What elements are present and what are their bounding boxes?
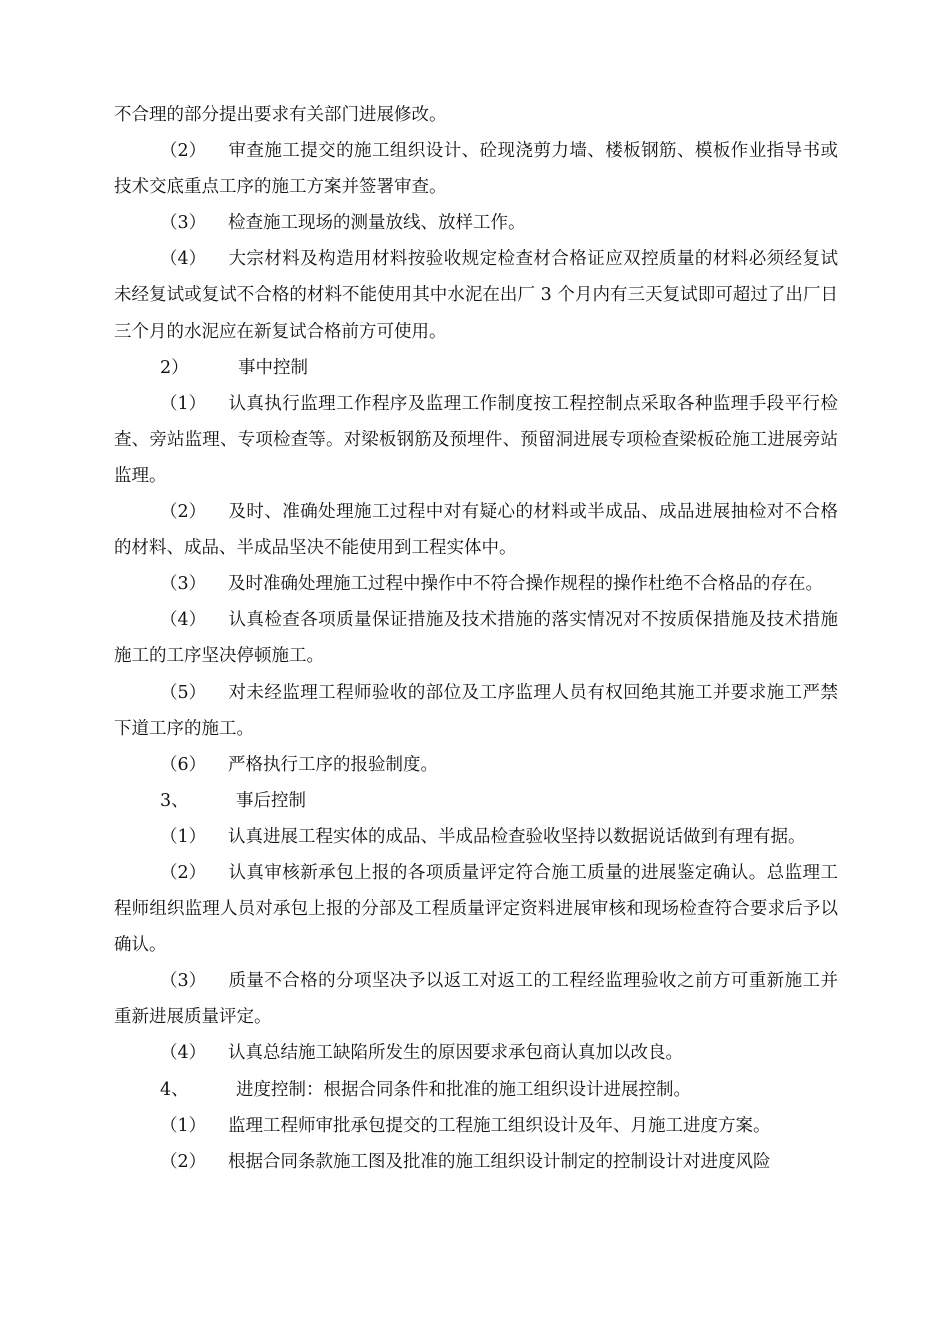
section-heading [114, 350, 838, 386]
paragraph-text: 认真进展工程实体的成品、半成品检查验收坚持以数据说话做到有理有据。 [228, 826, 806, 847]
item-marker: （3） [160, 213, 207, 234]
paragraph-text: 质量不合格的分项坚决予以返工对返工的工程经监理验收之前方可重新施工并重新进展质量评定。 [114, 971, 838, 1028]
paragraph-text: 对未经监理工程师验收的部位及工序监理人员有权回绝其施工并要求施工严禁下道工序的施工。 [114, 682, 838, 739]
item-marker: （6） [160, 754, 207, 775]
paragraph-text: 监理工程师审批承包提交的工程施工组织设计及年、月施工进度方案。 [228, 1115, 771, 1136]
section-marker: 2） [160, 357, 189, 378]
paragraph [114, 1108, 838, 1144]
section-title: 事中控制 [238, 357, 308, 378]
item-marker: （2） [160, 1151, 207, 1172]
paragraph [114, 963, 838, 1035]
paragraph [114, 386, 838, 494]
section-marker: 4、 [160, 1079, 189, 1100]
item-marker: （5） [160, 682, 207, 703]
item-marker: （3） [160, 574, 207, 595]
paragraph-text: 认真总结施工缺陷所发生的原因要求承包商认真加以改良。 [228, 1043, 683, 1064]
paragraph-text: 大宗材料及构造用材料按验收规定检查材合格证应双控质量的材料必须经复试未经复试或复试不合格的材料不能使用其中水泥在出厂 3 个月内有三天复试即可超过了出厂日三个月的水泥应在新复试合格前方可使用。 [114, 249, 838, 342]
paragraph [114, 566, 838, 602]
paragraph-text: 不合理的部分提出要求有关部门进展修改。 [114, 105, 447, 125]
document-body [114, 97, 838, 1180]
item-marker: （1） [160, 393, 207, 414]
paragraph [114, 205, 838, 241]
paragraph-text: 审查施工提交的施工组织设计、砼现浇剪力墙、楼板钢筋、模板作业指导书或技术交底重点工序的施工方案并签署审查。 [114, 141, 838, 198]
item-marker: （2） [160, 502, 207, 523]
section-title: 事后控制 [236, 790, 306, 811]
item-marker: （4） [160, 249, 207, 270]
item-marker: （1） [160, 826, 207, 847]
section-title: 进度控制：根据合同条件和批准的施工组织设计进展控制。 [236, 1079, 691, 1100]
paragraph-text: 严格执行工序的报验制度。 [228, 754, 438, 775]
paragraph-text: 认真执行监理工作程序及监理工作制度按工程控制点采取各种监理手段平行检查、旁站监理、专项检查等。对梁板钢筋及预埋件、预留洞进展专项检查梁板砼施工进展旁站监理。 [114, 393, 838, 486]
paragraph [114, 819, 838, 855]
item-marker: （4） [160, 610, 207, 631]
item-marker: （1） [160, 1115, 207, 1136]
item-marker: （4） [160, 1043, 207, 1064]
paragraph [114, 1144, 838, 1180]
paragraph-text: 根据合同条款施工图及批准的施工组织设计制定的控制设计对进度风险 [228, 1151, 771, 1172]
paragraph-text: 认真审核新承包上报的各项质量评定符合施工质量的进展鉴定确认。总监理工程师组织监理人员对承包上报的分部及工程质量评定资料进展审核和现场检查符合要求后予以确认。 [114, 862, 838, 956]
item-marker: （2） [160, 141, 207, 162]
paragraph [114, 133, 838, 205]
paragraph-text: 认真检查各项质量保证措施及技术措施的落实情况对不按质保措施及技术措施施工的工序坚决停顿施工。 [114, 610, 838, 667]
section-heading [114, 783, 838, 819]
paragraph-text: 及时准确处理施工过程中操作中不符合操作规程的操作杜绝不合格品的存在。 [228, 574, 823, 595]
paragraph [114, 855, 838, 963]
paragraph [114, 241, 838, 349]
paragraph [114, 97, 838, 133]
paragraph [114, 675, 838, 747]
paragraph [114, 1035, 838, 1071]
item-marker: （3） [160, 971, 207, 992]
paragraph [114, 602, 838, 674]
paragraph [114, 494, 838, 566]
section-marker: 3、 [160, 790, 189, 811]
section-heading [114, 1072, 838, 1108]
paragraph-text: 检查施工现场的测量放线、放样工作。 [228, 213, 526, 234]
paragraph [114, 747, 838, 783]
item-marker: （2） [160, 862, 207, 883]
paragraph-text: 及时、准确处理施工过程中对有疑心的材料或半成品、成品进展抽检对不合格的材料、成品、半成品坚决不能使用到工程实体中。 [114, 502, 838, 559]
